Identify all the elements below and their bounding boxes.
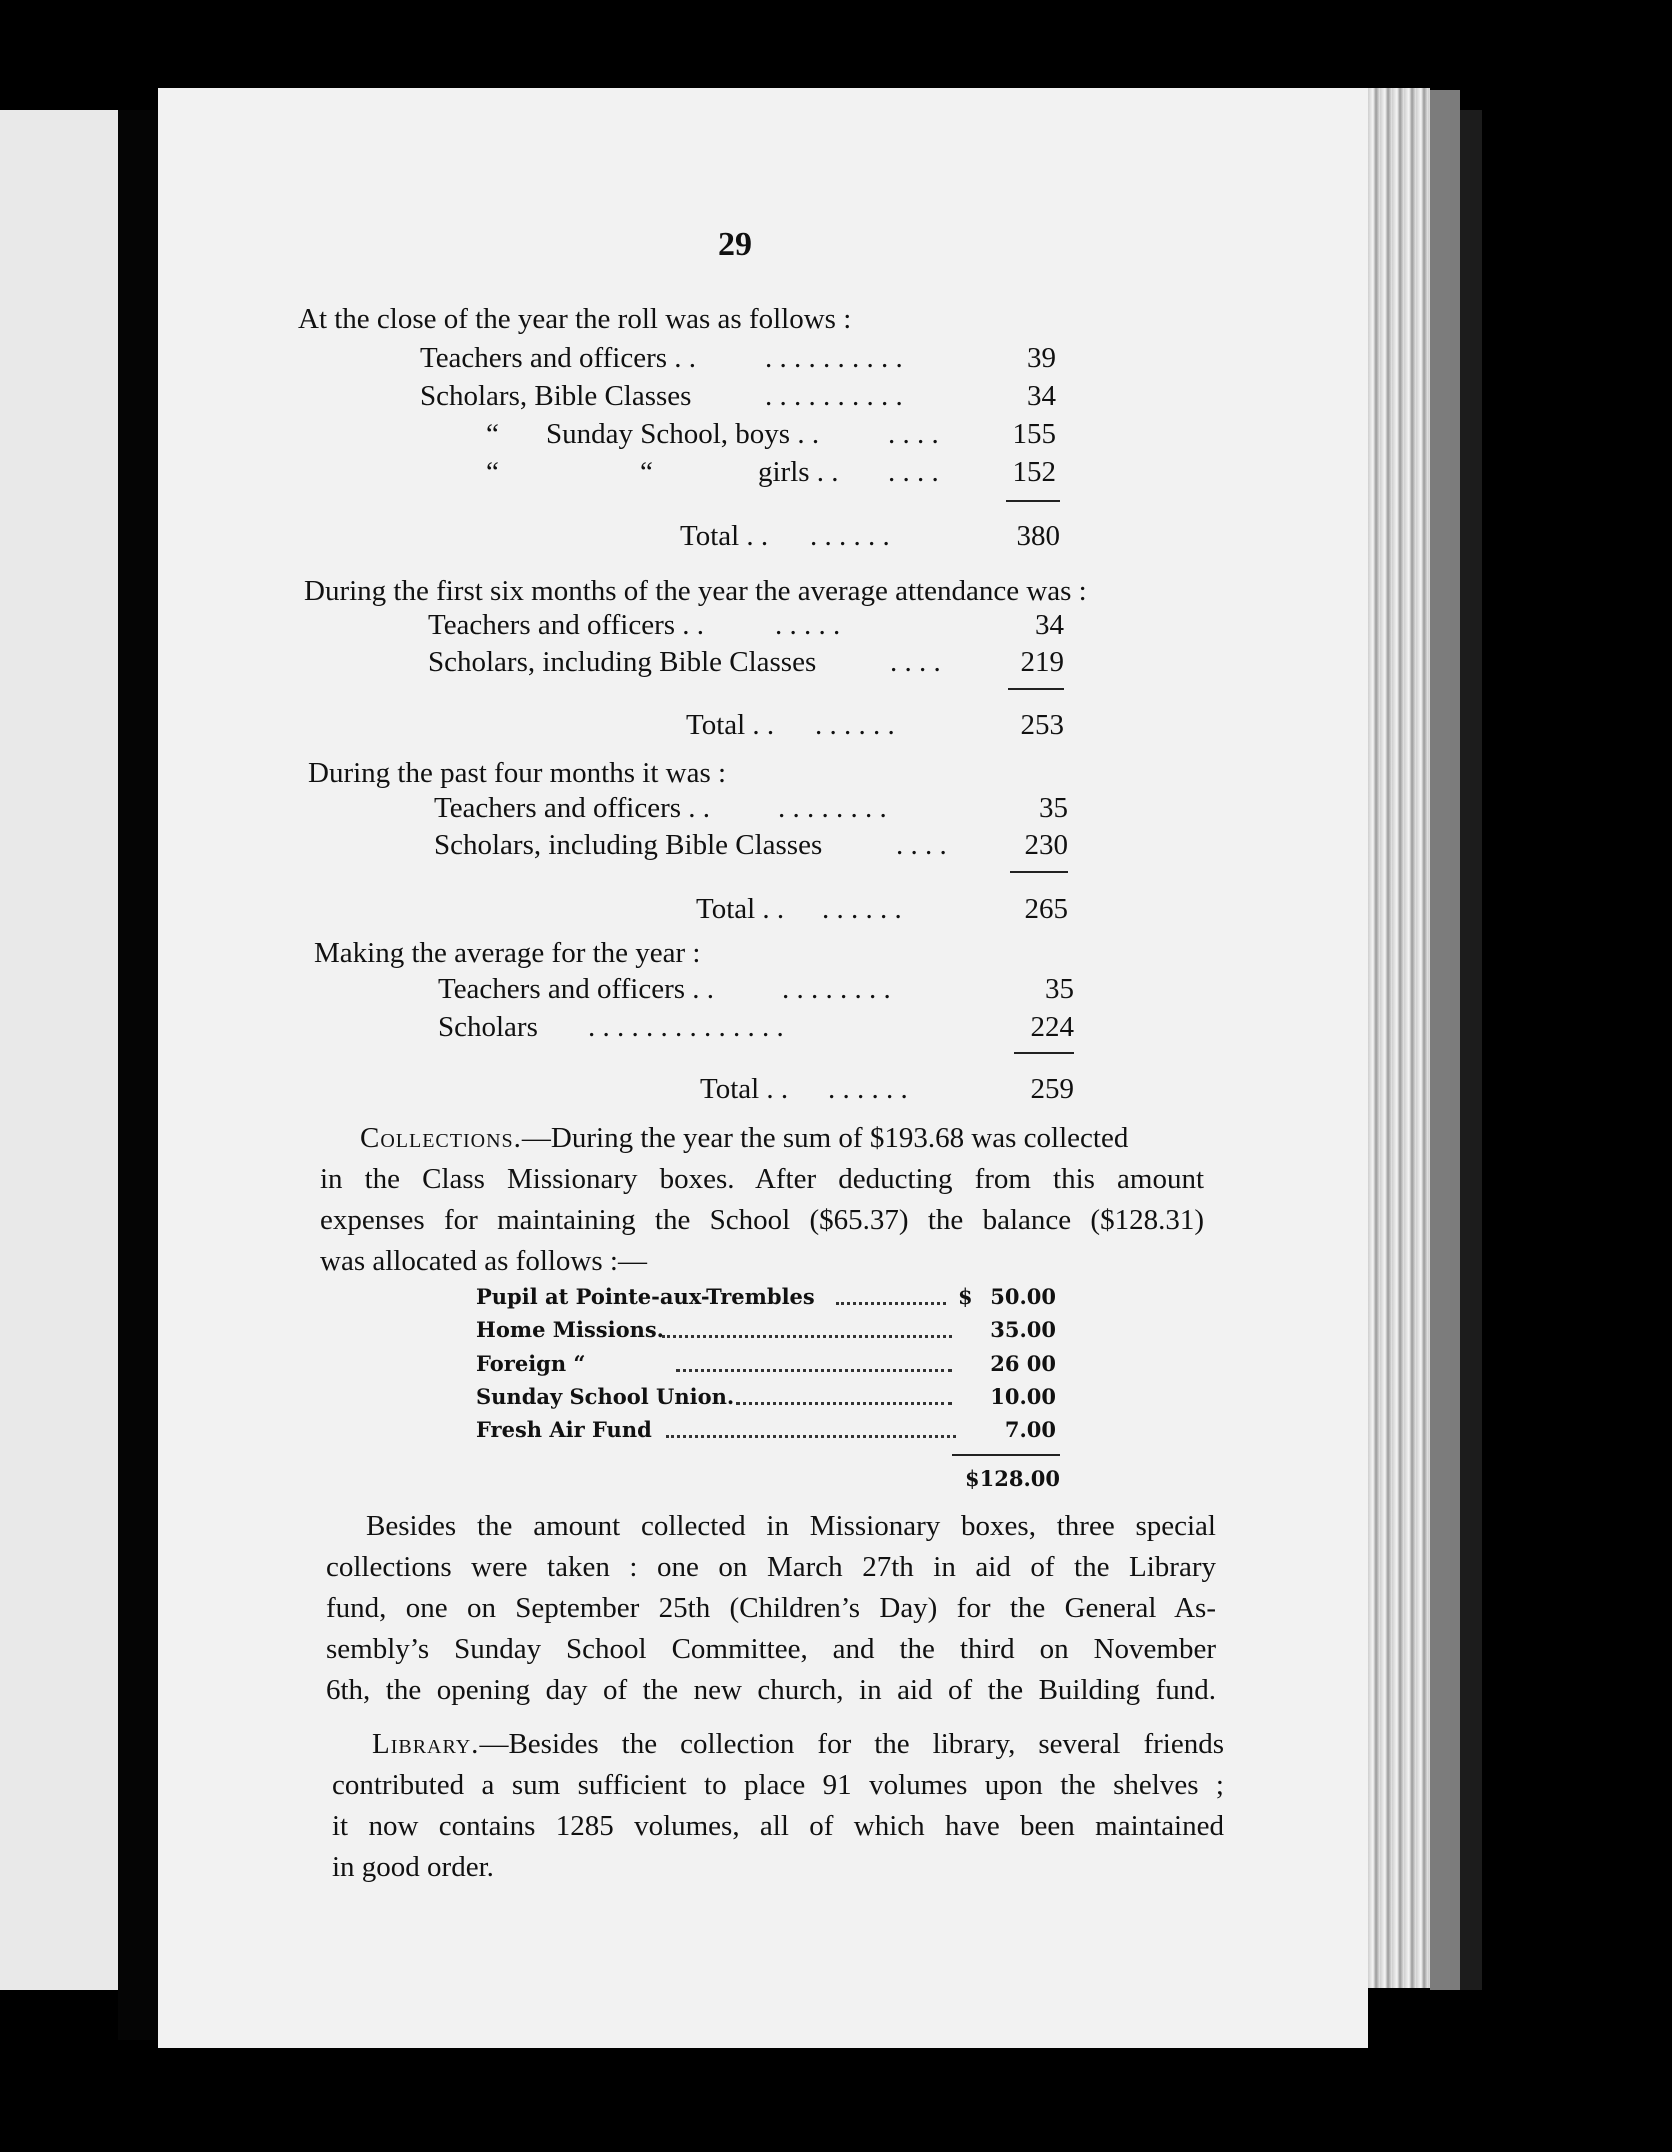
special-collections-line: 6th, the opening day of the new church, in aid of the Building fund. xyxy=(326,1674,1216,1706)
leader-dots: . . . . . xyxy=(775,609,841,641)
leader-dots: . . . . xyxy=(896,829,947,861)
collections-text: —During the year the sum of $193.68 was collected xyxy=(521,1122,1129,1154)
leader-dots: . . . . . . xyxy=(815,709,895,741)
roll-row-label: Sunday School, boys . . xyxy=(546,418,820,450)
allocation-label: Home Missions. xyxy=(476,1317,664,1342)
collections-line xyxy=(320,1118,1204,1159)
special-collections-paragraph xyxy=(326,1506,1216,1711)
leader-dots: . . . . xyxy=(888,418,939,450)
roll-row-value: 34 xyxy=(1027,380,1056,412)
sum-rule xyxy=(1008,688,1064,690)
total-label: Total . . xyxy=(686,709,775,741)
leader-dots xyxy=(666,1431,956,1438)
book-gutter xyxy=(118,110,158,2040)
total-label: Total . . xyxy=(696,893,785,925)
attendance-row-label: Teachers and officers . . xyxy=(434,792,711,824)
leader-dots: . . . . xyxy=(888,456,939,488)
allocation-label: Sunday School Union. xyxy=(476,1384,735,1409)
allocation-row xyxy=(476,1384,1056,1414)
dollar-sign: $ xyxy=(958,1284,973,1309)
sum-rule xyxy=(1006,500,1060,502)
roll-row-label: Scholars, Bible Classes xyxy=(420,380,692,412)
leader-dots xyxy=(662,1331,952,1338)
leader-dots: . . . . . . . . . . . . . . xyxy=(588,1011,784,1043)
attendance-row-label: Scholars, including Bible Classes xyxy=(434,829,823,861)
attendance-row-value: 34 xyxy=(1035,609,1064,641)
ditto-mark: “ xyxy=(640,456,653,488)
allocation-amount: 7.00 xyxy=(1004,1417,1056,1442)
allocation-total: $128.00 xyxy=(965,1466,1060,1491)
total-value: 259 xyxy=(1030,1073,1074,1105)
collections-line: was allocated as follows :— xyxy=(320,1245,647,1277)
allocation-row xyxy=(476,1417,1056,1447)
collections-line: in the Class Missionary boxes. After deducting from this amount xyxy=(320,1163,1204,1195)
attendance-row-value: 219 xyxy=(1020,646,1064,678)
leader-dots: . . . . . . . . xyxy=(778,792,887,824)
roll-intro: At the close of the year the roll was as follows : xyxy=(298,303,852,335)
attendance-row-value: 35 xyxy=(1039,792,1068,824)
total-value: 380 xyxy=(1016,520,1060,552)
allocation-amount: 26 00 xyxy=(990,1351,1056,1376)
sum-rule xyxy=(1010,871,1068,873)
special-collections-line: fund, one on September 25th (Children’s Day) for the General As- xyxy=(326,1592,1216,1624)
attendance-row-label: Scholars xyxy=(438,1011,538,1043)
library-text: —Besides the collection for the library, several friends xyxy=(479,1728,1224,1760)
allocation-amount: 50.00 xyxy=(990,1284,1056,1309)
attendance-row-label: Teachers and officers . . xyxy=(438,973,715,1005)
library-line: in good order. xyxy=(332,1851,494,1883)
past-four-intro: During the past four months it was : xyxy=(308,757,727,789)
leader-dots xyxy=(736,1398,952,1405)
book-cover-shadow xyxy=(1460,110,1482,1990)
leader-dots: . . . . . . . . . . xyxy=(765,342,903,374)
attendance-row-label: Teachers and officers . . xyxy=(428,609,705,641)
library-line xyxy=(332,1724,1224,1765)
attendance-row-value: 35 xyxy=(1045,973,1074,1005)
ditto-mark: “ xyxy=(486,418,499,450)
page-number: 29 xyxy=(718,226,752,263)
roll-row-value: 39 xyxy=(1027,342,1056,374)
leader-dots: . . . . . . xyxy=(828,1073,908,1105)
average-year-intro: Making the average for the year : xyxy=(314,937,701,969)
allocation-row xyxy=(476,1351,1056,1381)
collections-line: expenses for maintaining the School ($65.37) the balance ($128.31) xyxy=(320,1204,1204,1236)
special-collections-line: sembly’s Sunday School Committee, and the third on November xyxy=(326,1633,1216,1665)
sum-rule xyxy=(952,1454,1060,1456)
leader-dots: . . . . . . xyxy=(810,520,890,552)
total-label: Total . . xyxy=(700,1073,789,1105)
total-label: Total . . xyxy=(680,520,769,552)
collections-heading: Collections. xyxy=(360,1122,522,1154)
facing-page-edge xyxy=(0,110,118,1990)
roll-row-value: 155 xyxy=(1012,418,1056,450)
ditto-mark: “ xyxy=(486,456,499,488)
special-collections-line: Besides the amount collected in Missionary boxes, three special xyxy=(366,1510,1216,1542)
library-line: contributed a sum sufficient to place 91 volumes upon the shelves ; xyxy=(332,1769,1224,1801)
allocation-label: Pupil at Pointe-aux-Trembles xyxy=(476,1284,815,1309)
first-six-intro: During the first six months of the year the average attendance was : xyxy=(304,575,1087,607)
leader-dots xyxy=(676,1365,952,1372)
roll-row-value: 152 xyxy=(1012,456,1056,488)
leader-dots: . . . . xyxy=(890,646,941,678)
allocation-label: Foreign “ xyxy=(476,1351,586,1376)
page-stack-edge xyxy=(1368,88,1430,1988)
total-value: 253 xyxy=(1020,709,1064,741)
roll-row-label: girls . . xyxy=(758,456,839,488)
special-collections-line: collections were taken : one on March 27th in aid of the Library xyxy=(326,1551,1216,1583)
library-paragraph xyxy=(332,1724,1224,1888)
leader-dots: . . . . . . . . . . xyxy=(765,380,903,412)
leader-dots xyxy=(836,1298,946,1305)
allocation-label: Fresh Air Fund xyxy=(476,1417,652,1442)
library-line: it now contains 1285 volumes, all of which have been maintained xyxy=(332,1810,1224,1842)
library-heading: Library. xyxy=(372,1728,480,1760)
allocation-row xyxy=(476,1317,1056,1347)
roll-row-label: Teachers and officers . . xyxy=(420,342,697,374)
allocation-row xyxy=(476,1284,1056,1314)
allocation-amount: 35.00 xyxy=(990,1317,1056,1342)
book-cover-edge xyxy=(1430,90,1460,1990)
sum-rule xyxy=(1014,1052,1074,1054)
attendance-row-label: Scholars, including Bible Classes xyxy=(428,646,817,678)
leader-dots: . . . . . . xyxy=(822,893,902,925)
leader-dots: . . . . . . . . xyxy=(782,973,891,1005)
collections-paragraph xyxy=(320,1118,1204,1282)
total-value: 265 xyxy=(1024,893,1068,925)
attendance-row-value: 230 xyxy=(1024,829,1068,861)
allocation-amount: 10.00 xyxy=(990,1384,1056,1409)
attendance-row-value: 224 xyxy=(1030,1011,1074,1043)
